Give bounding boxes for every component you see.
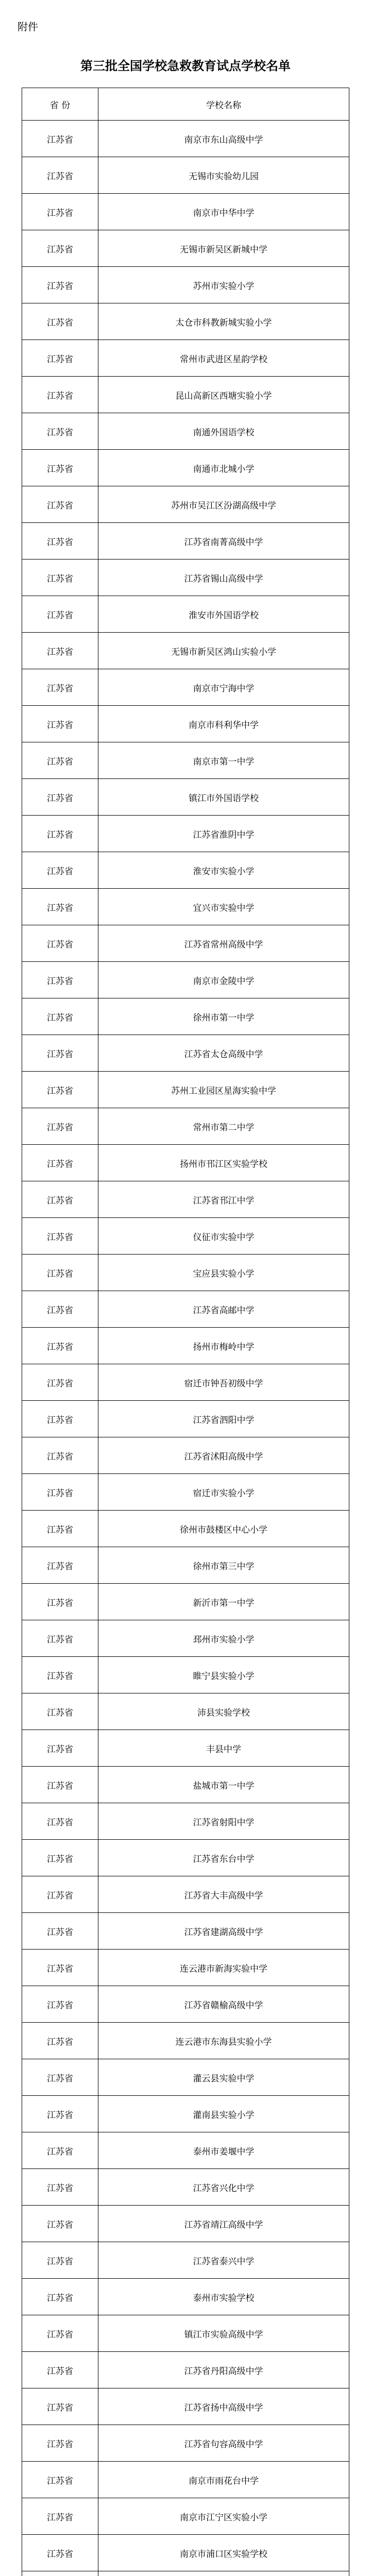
table-row <box>22 413 349 450</box>
province-cell: 江苏省 <box>22 1255 98 1291</box>
school-name-cell: 南通外国语学校 <box>98 413 349 450</box>
school-name-cell: 苏州市吴江区汾湖高级中学 <box>98 486 349 523</box>
school-name-cell: 徐州市第三中学 <box>98 1547 349 1584</box>
school-name-cell: 丰县中学 <box>98 1730 349 1767</box>
province-cell: 江苏省 <box>22 1986 98 2023</box>
province-cell: 江苏省 <box>22 889 98 925</box>
table-row <box>22 2352 349 2388</box>
province-cell: 江苏省 <box>22 669 98 706</box>
school-name-cell: 沛县实验学校 <box>98 1693 349 1730</box>
province-cell: 江苏省 <box>22 2169 98 2206</box>
province-cell: 江苏省 <box>22 2279 98 2315</box>
table-row <box>22 2425 349 2462</box>
province-cell: 江苏省 <box>22 2462 98 2498</box>
table-row <box>22 2059 349 2096</box>
table-row <box>22 2498 349 2535</box>
table-row <box>22 1547 349 1584</box>
province-cell: 江苏省 <box>22 1474 98 1511</box>
school-name-cell: 南京市宁海中学 <box>98 669 349 706</box>
province-cell: 江苏省 <box>22 2023 98 2059</box>
school-name-cell: 淮安市实验小学 <box>98 852 349 889</box>
table-row <box>22 889 349 925</box>
province-cell: 江苏省 <box>22 230 98 267</box>
province-cell: 江苏省 <box>22 2132 98 2169</box>
province-cell: 江苏省 <box>22 2535 98 2571</box>
table-row <box>22 1474 349 1511</box>
school-name-cell: 江苏省南菁高级中学 <box>98 523 349 560</box>
table-row <box>22 450 349 486</box>
table-row <box>22 523 349 560</box>
province-cell: 江苏省 <box>22 1840 98 1876</box>
table-row <box>22 1291 349 1328</box>
header-province: 省 份 <box>22 88 98 121</box>
school-name-cell: 徐州市鼓楼区中心小学 <box>98 1511 349 1547</box>
province-cell: 江苏省 <box>22 340 98 377</box>
school-name-cell: 南京市第一中学 <box>98 742 349 779</box>
school-name-cell: 镇江市外国语学校 <box>98 779 349 816</box>
table-row <box>22 1584 349 1620</box>
province-cell: 江苏省 <box>22 1950 98 1986</box>
table-row <box>22 962 349 998</box>
province-cell: 江苏省 <box>22 1108 98 1145</box>
table-row <box>22 2388 349 2425</box>
school-name-cell: 南京市金陵中学 <box>98 962 349 998</box>
province-cell: 江苏省 <box>22 1328 98 1364</box>
header-school-name: 学校名称 <box>98 88 349 121</box>
school-name-cell: 江苏省太仓高级中学 <box>98 1035 349 1072</box>
table-row <box>22 1511 349 1547</box>
table-header <box>22 88 349 121</box>
school-name-cell: 江苏省丹阳高级中学 <box>98 2352 349 2388</box>
province-cell: 江苏省 <box>22 596 98 633</box>
school-name-cell: 常州市第二中学 <box>98 1108 349 1145</box>
attachment-label: 附件 <box>18 21 38 33</box>
table-row <box>22 1620 349 1657</box>
province-cell: 江苏省 <box>22 1511 98 1547</box>
province-cell: 江苏省 <box>22 2352 98 2388</box>
school-name-cell: 南京市中华中学 <box>98 194 349 230</box>
table-row <box>22 2096 349 2132</box>
school-name-cell <box>98 2571 349 2576</box>
table-row <box>22 2132 349 2169</box>
province-cell: 江苏省 <box>22 486 98 523</box>
school-name-cell: 南京市浦口区实验学校 <box>98 2535 349 2571</box>
school-name-cell: 南京市江宁区实验小学 <box>98 2498 349 2535</box>
province-cell: 江苏省 <box>22 2315 98 2352</box>
school-name-cell: 江苏省赣榆高级中学 <box>98 1986 349 2023</box>
table-row <box>22 1328 349 1364</box>
school-name-cell: 南京市东山高级中学 <box>98 121 349 157</box>
school-name-cell: 江苏省锡山高级中学 <box>98 560 349 596</box>
province-cell: 江苏省 <box>22 2388 98 2425</box>
table-row <box>22 340 349 377</box>
table-row <box>22 560 349 596</box>
table-row <box>22 1035 349 1072</box>
province-cell: 江苏省 <box>22 1913 98 1950</box>
table-row <box>22 2169 349 2206</box>
school-name-cell: 扬州市邗江区实验学校 <box>98 1145 349 1181</box>
table-row <box>22 706 349 742</box>
table-row <box>22 1950 349 1986</box>
table-row <box>22 1364 349 1401</box>
table-row <box>22 230 349 267</box>
table-row <box>22 2242 349 2279</box>
province-cell: 江苏省 <box>22 157 98 194</box>
province-cell: 江苏省 <box>22 1693 98 1730</box>
province-cell: 江苏省 <box>22 1547 98 1584</box>
school-name-cell: 江苏省大丰高级中学 <box>98 1876 349 1913</box>
table-row <box>22 742 349 779</box>
table-row <box>22 194 349 230</box>
school-name-cell: 睢宁县实验小学 <box>98 1657 349 1693</box>
school-name-cell: 无锡市新吴区新城中学 <box>98 230 349 267</box>
school-name-cell: 无锡市实验幼儿园 <box>98 157 349 194</box>
province-cell: 江苏省 <box>22 998 98 1035</box>
school-name-cell: 江苏省靖江高级中学 <box>98 2206 349 2242</box>
school-name-cell: 太仓市科教新城实验小学 <box>98 303 349 340</box>
province-cell: 江苏省 <box>22 1437 98 1474</box>
school-name-cell: 盐城市第一中学 <box>98 1767 349 1803</box>
school-name-cell: 常州市武进区星韵学校 <box>98 340 349 377</box>
school-name-cell: 无锡市新吴区鸿山实验小学 <box>98 633 349 669</box>
table-row <box>22 633 349 669</box>
province-cell: 江苏省 <box>22 1218 98 1255</box>
province-cell: 江苏省 <box>22 1620 98 1657</box>
school-name-cell: 苏州工业园区星海实验中学 <box>98 1072 349 1108</box>
school-name-cell: 新沂市第一中学 <box>98 1584 349 1620</box>
school-name-cell: 宝应县实验小学 <box>98 1255 349 1291</box>
school-name-cell: 南京市科利华中学 <box>98 706 349 742</box>
school-name-cell: 连云港市新海实验中学 <box>98 1950 349 1986</box>
school-name-cell: 昆山高新区西塘实验小学 <box>98 377 349 413</box>
province-cell: 江苏省 <box>22 1145 98 1181</box>
school-name-cell: 江苏省句容高级中学 <box>98 2425 349 2462</box>
school-name-cell: 江苏省射阳中学 <box>98 1803 349 1840</box>
table-row <box>22 596 349 633</box>
province-cell: 江苏省 <box>22 523 98 560</box>
table-row <box>22 1767 349 1803</box>
province-cell: 江苏省 <box>22 816 98 852</box>
school-name-cell: 仪征市实验中学 <box>98 1218 349 1255</box>
table-row <box>22 1072 349 1108</box>
table-row <box>22 2023 349 2059</box>
province-cell: 江苏省 <box>22 925 98 962</box>
table-row <box>22 669 349 706</box>
province-cell: 江苏省 <box>22 2096 98 2132</box>
school-name-cell: 江苏省建湖高级中学 <box>98 1913 349 1950</box>
province-cell: 江苏省 <box>22 450 98 486</box>
table-row <box>22 1840 349 1876</box>
table-row <box>22 779 349 816</box>
school-name-cell: 苏州市实验小学 <box>98 267 349 303</box>
province-cell: 江苏省 <box>22 2498 98 2535</box>
table-row <box>22 1876 349 1913</box>
table-row <box>22 2206 349 2242</box>
school-name-cell: 江苏省沭阳高级中学 <box>98 1437 349 1474</box>
province-cell: 江苏省 <box>22 852 98 889</box>
table-row <box>22 377 349 413</box>
school-name-cell: 宿迁市实验小学 <box>98 1474 349 1511</box>
province-cell: 江苏省 <box>22 1584 98 1620</box>
table-row <box>22 1730 349 1767</box>
province-cell: 江苏省 <box>22 560 98 596</box>
province-cell: 江苏省 <box>22 303 98 340</box>
province-cell: 江苏省 <box>22 706 98 742</box>
province-cell: 江苏省 <box>22 194 98 230</box>
document-title: 第三批全国学校急救教育试点学校名单 <box>80 59 291 73</box>
province-cell: 江苏省 <box>22 962 98 998</box>
province-cell: 江苏省 <box>22 377 98 413</box>
table-row <box>22 816 349 852</box>
school-name-cell: 灌南县实验小学 <box>98 2096 349 2132</box>
province-cell: 江苏省 <box>22 1730 98 1767</box>
province-cell: 江苏省 <box>22 2059 98 2096</box>
table-row <box>22 1181 349 1218</box>
table-row <box>22 2279 349 2315</box>
table-body <box>22 121 349 2576</box>
table-row <box>22 2315 349 2352</box>
province-cell: 江苏省 <box>22 1401 98 1437</box>
school-name-cell: 江苏省东台中学 <box>98 1840 349 1876</box>
school-name-cell: 江苏省淮阴中学 <box>98 816 349 852</box>
table-row <box>22 1437 349 1474</box>
table-row <box>22 925 349 962</box>
table-row <box>22 157 349 194</box>
province-cell: 江苏省 <box>22 1364 98 1401</box>
school-name-cell: 江苏省扬中高级中学 <box>98 2388 349 2425</box>
table-row <box>22 852 349 889</box>
province-cell: 江苏省 <box>22 1767 98 1803</box>
province-cell: 江苏省 <box>22 2242 98 2279</box>
school-name-cell: 邳州市实验小学 <box>98 1620 349 1657</box>
school-name-cell: 江苏省兴化中学 <box>98 2169 349 2206</box>
table-row <box>22 1145 349 1181</box>
province-cell: 江苏省 <box>22 413 98 450</box>
school-name-cell: 江苏省泗阳中学 <box>98 1401 349 1437</box>
school-name-cell: 泰州市姜堰中学 <box>98 2132 349 2169</box>
province-cell: 江苏省 <box>22 121 98 157</box>
province-cell: 江苏省 <box>22 1035 98 1072</box>
province-cell: 江苏省 <box>22 1181 98 1218</box>
table-row <box>22 2571 349 2576</box>
school-name-cell: 江苏省邗江中学 <box>98 1181 349 1218</box>
school-name-cell: 江苏省高邮中学 <box>98 1291 349 1328</box>
school-name-cell: 镇江市实验高级中学 <box>98 2315 349 2352</box>
province-cell: 江苏省 <box>22 2206 98 2242</box>
province-cell <box>22 2571 98 2576</box>
table-row <box>22 1986 349 2023</box>
table-row <box>22 2535 349 2571</box>
school-name-cell: 江苏省常州高级中学 <box>98 925 349 962</box>
table-header-row <box>22 88 349 121</box>
table-row <box>22 1401 349 1437</box>
table-row <box>22 1108 349 1145</box>
school-name-cell: 徐州市第一中学 <box>98 998 349 1035</box>
table-row <box>22 1693 349 1730</box>
school-name-cell: 淮安市外国语学校 <box>98 596 349 633</box>
school-name-cell: 宿迁市钟吾初级中学 <box>98 1364 349 1401</box>
province-cell: 江苏省 <box>22 742 98 779</box>
school-name-cell: 灌云县实验中学 <box>98 2059 349 2096</box>
school-name-cell: 江苏省泰兴中学 <box>98 2242 349 2279</box>
table-row <box>22 303 349 340</box>
province-cell: 江苏省 <box>22 1291 98 1328</box>
table-row <box>22 1218 349 1255</box>
province-cell: 江苏省 <box>22 633 98 669</box>
school-name-cell: 连云港市东海县实验小学 <box>98 2023 349 2059</box>
table-row <box>22 1913 349 1950</box>
school-name-cell: 泰州市实验学校 <box>98 2279 349 2315</box>
province-cell: 江苏省 <box>22 1876 98 1913</box>
table-row <box>22 486 349 523</box>
school-name-cell: 宜兴市实验中学 <box>98 889 349 925</box>
province-cell: 江苏省 <box>22 1657 98 1693</box>
school-name-cell: 南通市北城小学 <box>98 450 349 486</box>
table-row <box>22 1255 349 1291</box>
table-row <box>22 267 349 303</box>
table-row <box>22 2462 349 2498</box>
school-name-cell: 扬州市梅岭中学 <box>98 1328 349 1364</box>
province-cell: 江苏省 <box>22 267 98 303</box>
school-name-cell: 南京市雨花台中学 <box>98 2462 349 2498</box>
province-cell: 江苏省 <box>22 779 98 816</box>
province-cell: 江苏省 <box>22 1803 98 1840</box>
table-row <box>22 1657 349 1693</box>
table-row <box>22 1803 349 1840</box>
province-cell: 江苏省 <box>22 1072 98 1108</box>
table-row <box>22 121 349 157</box>
table-row <box>22 998 349 1035</box>
schools-table <box>22 88 349 2576</box>
province-cell: 江苏省 <box>22 2425 98 2462</box>
